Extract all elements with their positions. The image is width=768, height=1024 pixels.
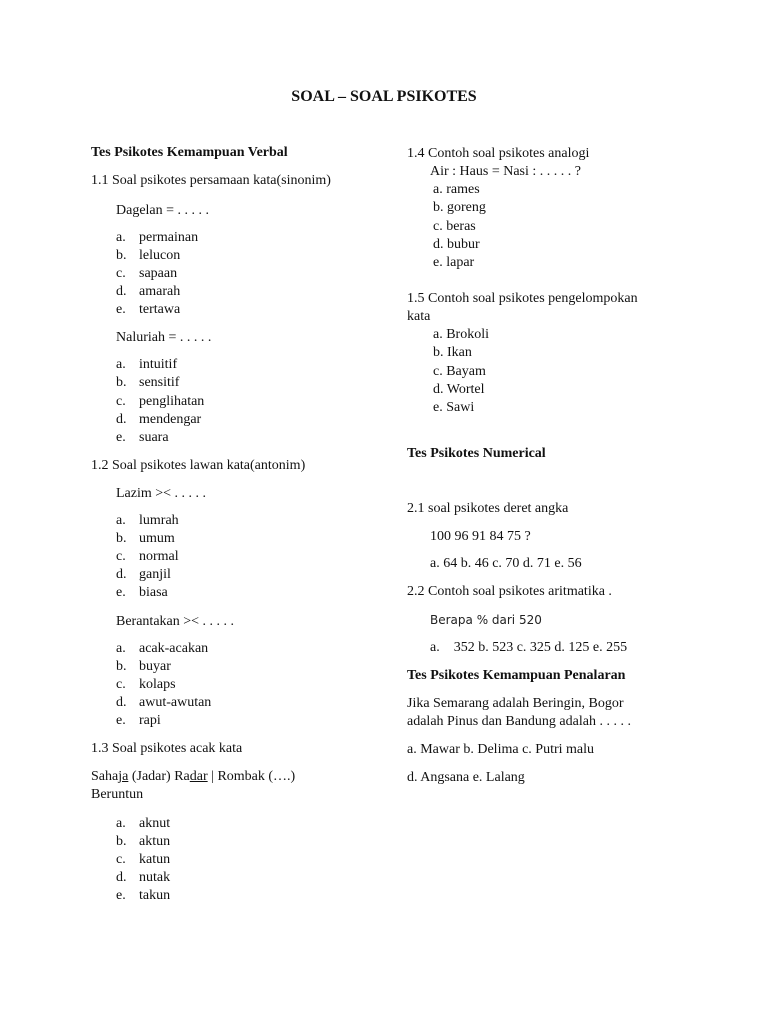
option-item: a. Brokoli [433, 327, 489, 342]
penalaran-prompt-line2: adalah Pinus dan Bandung adalah . . . . . [407, 714, 631, 729]
option-letter: b. [116, 375, 127, 391]
option-text: nutak [139, 870, 171, 885]
option-item: a. rames [433, 182, 480, 197]
prompt-berantakan: Berantakan >< . . . . . [116, 614, 235, 629]
option-item: d. Wortel [433, 381, 485, 397]
option-item: e. Sawi [433, 400, 475, 415]
question-2-1: 2.1 soal psikotes deret angka [407, 501, 569, 516]
option-letter: c. [116, 852, 126, 867]
section-heading-penalaran: Tes Psikotes Kemampuan Penalaran [407, 668, 626, 683]
question-1-5: 1.5 Contoh soal psikotes pengelompokan [407, 291, 638, 306]
prompt-analogi: Air : Haus = Nasi : . . . . . ? [430, 164, 581, 179]
option-text: penglihatan [139, 393, 205, 409]
deret-angka: 100 96 91 84 75 ? [430, 529, 531, 544]
option-letter: c. [116, 266, 126, 281]
option-letter: e. [116, 713, 126, 728]
option-letter: e. [116, 430, 126, 445]
text: Saha [91, 769, 119, 784]
option-text: takun [139, 888, 171, 903]
option-text: katun [139, 852, 171, 867]
option-text: lelucon [139, 248, 181, 263]
underlined-text: ja [118, 769, 129, 784]
question-1-2: 1.2 Soal psikotes lawan kata(antonim) [91, 458, 306, 473]
option-text: tertawa [139, 302, 181, 317]
option-text: intuitif [139, 357, 178, 372]
option-text: amarah [139, 284, 181, 299]
option-item: c. Bayam [433, 363, 486, 379]
option-text: umum [139, 531, 175, 546]
option-letter: a. [116, 816, 126, 831]
text: | Rombak (….) [207, 769, 296, 784]
question-1-5-line2: kata [407, 309, 431, 324]
option-text: biasa [139, 585, 168, 600]
option-letter: d. [116, 567, 127, 582]
option-letter: b. [116, 248, 127, 263]
prompt-acak-kata [91, 768, 295, 786]
option-letter: d. [116, 284, 127, 299]
option-text: kolaps [139, 677, 176, 692]
option-letter: c. [116, 393, 126, 409]
option-item: b. Ikan [433, 345, 472, 361]
option-text: permainan [139, 230, 199, 245]
option-text: sapaan [139, 266, 178, 281]
option-letter: a. [116, 513, 126, 528]
question-2-2: 2.2 Contoh soal psikotes aritmatika . [407, 584, 612, 599]
option-letter: d. [116, 411, 127, 427]
question-1-3: 1.3 Soal psikotes acak kata [91, 741, 243, 756]
option-text: sensitif [139, 375, 180, 391]
option-text: lumrah [139, 513, 179, 528]
option-letter: a. [116, 230, 126, 245]
option-text: suara [139, 430, 169, 445]
document-title: SOAL – SOAL PSIKOTES [291, 88, 477, 105]
prompt-aritmatika: Berapa % dari 520 [430, 613, 542, 627]
option-letter: c. [116, 549, 126, 564]
option-text: rapi [139, 713, 161, 728]
option-letter: c. [116, 677, 126, 692]
deret-options: a. 64 b. 46 c. 70 d. 71 e. 56 [430, 556, 582, 571]
option-text: acak-acakan [139, 641, 209, 656]
section-heading-numerical: Tes Psikotes Numerical [407, 446, 546, 461]
option-letter: d. [116, 695, 127, 710]
text: (Jadar) Ra [128, 769, 190, 784]
prompt-naluriah: Naluriah = . . . . . [116, 330, 212, 345]
option-text: mendengar [139, 411, 202, 427]
option-letter: e. [116, 585, 126, 600]
penalaran-options-1: a. Mawar b. Delima c. Putri malu [407, 742, 595, 757]
prompt-dagelan: Dagelan = . . . . . [116, 203, 210, 218]
option-text: normal [139, 549, 179, 564]
option-letter: e. [116, 302, 126, 317]
prompt-lazim: Lazim >< . . . . . [116, 486, 207, 501]
option-letter: b. [116, 531, 127, 546]
penalaran-prompt-line1: Jika Semarang adalah Beringin, Bogor [407, 696, 624, 711]
question-1-4: 1.4 Contoh soal psikotes analogi [407, 146, 590, 161]
option-letter: d. [116, 870, 127, 885]
option-text: aknut [139, 816, 171, 831]
aritmatika-options: a. 352 b. 523 c. 325 d. 125 e. 255 [430, 640, 628, 655]
underlined-text: dar [189, 769, 208, 784]
option-letter: a. [116, 357, 126, 372]
prompt-acak-kata-line2: Beruntun [91, 787, 144, 802]
option-item: d. bubur [433, 236, 480, 252]
option-item: b. goreng [433, 200, 486, 216]
option-letter: a. [116, 641, 126, 656]
option-letter: b. [116, 659, 127, 674]
option-letter: e. [116, 888, 126, 903]
option-text: aktun [139, 834, 171, 849]
option-text: buyar [139, 659, 171, 674]
penalaran-options-2: d. Angsana e. Lalang [407, 770, 525, 785]
option-text: awut-awutan [139, 695, 212, 710]
section-heading-verbal: Tes Psikotes Kemampuan Verbal [91, 145, 288, 160]
option-letter: b. [116, 834, 127, 849]
option-item: c. beras [433, 218, 476, 234]
option-item: e. lapar [433, 255, 475, 270]
option-text: ganjil [139, 567, 171, 582]
question-1-1: 1.1 Soal psikotes persamaan kata(sinonim) [91, 173, 331, 188]
